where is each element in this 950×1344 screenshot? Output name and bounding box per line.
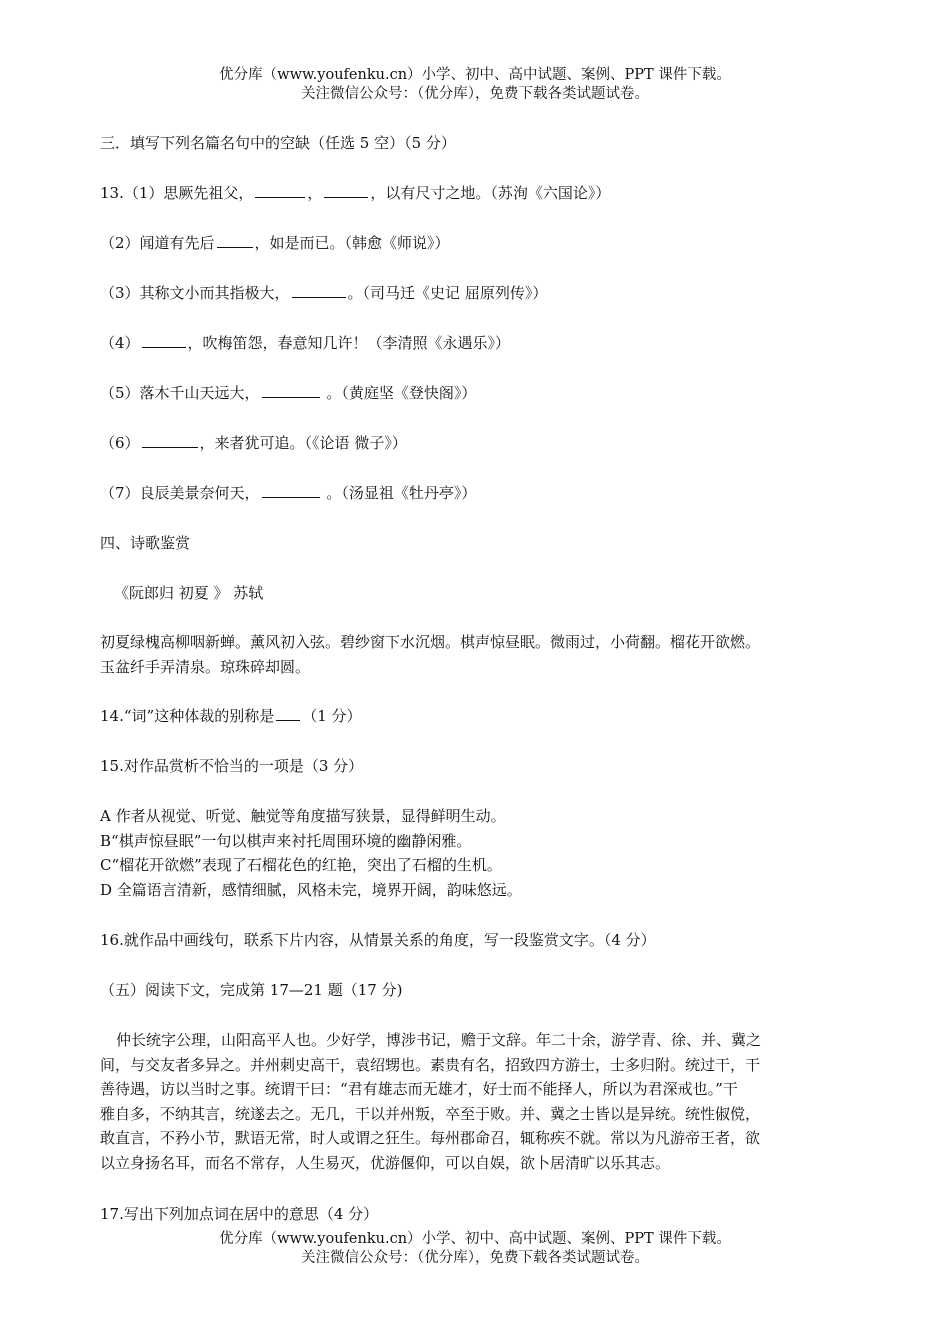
question-13-item-7 <box>100 482 476 504</box>
section-3-title: 三．填写下列名篇名句中的空缺（任选 5 空）（5 分） <box>100 134 456 152</box>
q13-6-text-b: ，来者犹可追。（《论语 微子》） <box>199 434 407 452</box>
answer-blank <box>324 182 368 198</box>
passage-line: 仲长统字公理，山阳高平人也。少好学，博涉书记，赡于文辞。年二十余，游学青、徐、并、冀之 <box>116 1031 762 1049</box>
question-16: 16.就作品中画线句，联系下片内容，从情景关系的角度，写一段鉴赏文字。（4 分） <box>100 931 656 949</box>
q13-6-text-a: （6） <box>100 434 140 452</box>
answer-blank <box>217 232 253 248</box>
page-header <box>0 66 950 104</box>
header-line-2: 关注微信公众号：（优分库），免费下载各类试题试卷。 <box>301 86 649 102</box>
header-line-1: 优分库（www.youfenku.cn）小学、初中、高中试题、案例、PPT 课件下载。 <box>219 67 731 83</box>
footer-line-2: 关注微信公众号：（优分库），免费下载各类试题试卷。 <box>301 1250 649 1266</box>
q14-text-a: 14.“词”这种体裁的别称是 <box>100 707 275 725</box>
q15-option-a: A 作者从视觉、听觉、触觉等角度描写狭景，显得鲜明生动。 <box>100 807 506 825</box>
answer-blank <box>142 332 186 348</box>
answer-blank <box>276 705 300 721</box>
page-footer <box>0 1230 950 1268</box>
question-17: 17.写出下列加点词在居中的意思（4 分） <box>100 1205 379 1223</box>
q13-3-text-b: 。（司马迁《史记 屈原列传》） <box>347 284 548 302</box>
footer-line-1: 优分库（www.youfenku.cn）小学、初中、高中试题、案例、PPT 课件下载。 <box>219 1231 731 1247</box>
passage-line: 间，与交友者多异之。并州刺史高干，袁绍甥也。素贵有名，招致四方游士，士多归附。统过干，干 <box>100 1055 761 1074</box>
answer-blank <box>255 182 305 198</box>
poem-line-1: 初夏绿槐高柳咽新蝉。薰风初入弦。碧纱窗下水沉烟。棋声惊昼眠。微雨过，小荷翻。榴花开欲燃。 <box>100 633 761 651</box>
passage-line: 雅自多，不纳其言，统遂去之。无几，干以并州叛，卒至于败。并、冀之士皆以是异统。统性俶傥， <box>100 1104 761 1123</box>
q15-option-b: B“棋声惊昼眠”一句以棋声来衬托周围环境的幽静闲雅。 <box>100 832 472 850</box>
q13-5-text-b: 。（黄庭坚《登快阁》） <box>321 384 477 402</box>
question-14 <box>100 705 362 727</box>
q13-7-text-a: （7）良辰美景奈何天， <box>100 484 260 502</box>
passage-line: 敢直言，不矜小节，默语无常，时人或谓之狂生。每州郡命召，辄称疾不就。常以为凡游帝王者，欲 <box>100 1129 761 1147</box>
question-15: 15.对作品赏析不恰当的一项是（3 分） <box>100 757 364 775</box>
q15-option-c: C“榴花开欲燃”表现了石榴花色的红艳，突出了石榴的生机。 <box>100 856 502 874</box>
answer-blank <box>262 382 320 398</box>
poem-title: 《阮郎归 初夏 》 苏轼 <box>114 584 264 602</box>
q13-1-text-b: ， <box>307 184 323 202</box>
answer-blank <box>142 432 198 448</box>
q13-4-text-b: ，吹梅笛怨，春意知几许！（李清照《永遇乐》） <box>187 334 511 352</box>
q13-2-text-a: （2）闻道有先后 <box>100 234 215 252</box>
section-4-title: 四、诗歌鉴赏 <box>100 534 191 552</box>
answer-blank <box>292 282 346 298</box>
section-5-title: （五）阅读下文，完成第 17—21 题（17 分) <box>100 981 403 999</box>
q13-5-text-a: （5）落木千山天远大， <box>100 384 260 402</box>
question-13-item-5 <box>100 382 476 404</box>
q13-1-text-a: 13.（1）思厥先祖父， <box>100 184 254 202</box>
question-13-item-4 <box>100 332 510 354</box>
q15-option-d: D 全篇语言清新，感情细腻，风格未完，境界开阔，韵味悠远。 <box>100 881 522 899</box>
question-13-item-2 <box>100 232 450 254</box>
poem-line-2: 玉盆纤手弄清泉。琼珠碎却圆。 <box>100 658 311 676</box>
question-13-item-3 <box>100 282 547 304</box>
passage-line: 善待遇，访以当时之事。统谓干曰：“君有雄志而无雄才，好士而不能择人，所以为君深戒也。”干 <box>100 1080 738 1098</box>
q13-7-text-b: 。（汤显祖《牡丹亭》） <box>321 484 477 502</box>
q13-1-text-c: ，以有尺寸之地。（苏洵《六国论》） <box>370 184 611 202</box>
answer-blank <box>262 482 320 498</box>
q13-3-text-a: （3）其称文小而其指极大， <box>100 284 290 302</box>
reading-passage <box>100 1028 852 1175</box>
q13-2-text-b: ，如是而已。（韩愈《师说》） <box>254 234 450 252</box>
question-13-item-6 <box>100 432 407 454</box>
q14-text-b: （1 分） <box>302 707 362 725</box>
question-13-item-1 <box>100 182 610 204</box>
q13-4-text-a: （4） <box>100 334 140 352</box>
passage-line: 以立身扬名耳，而名不常存，人生易灭，优游偃仰，可以自娱，欲卜居清旷以乐其志。 <box>100 1153 671 1172</box>
